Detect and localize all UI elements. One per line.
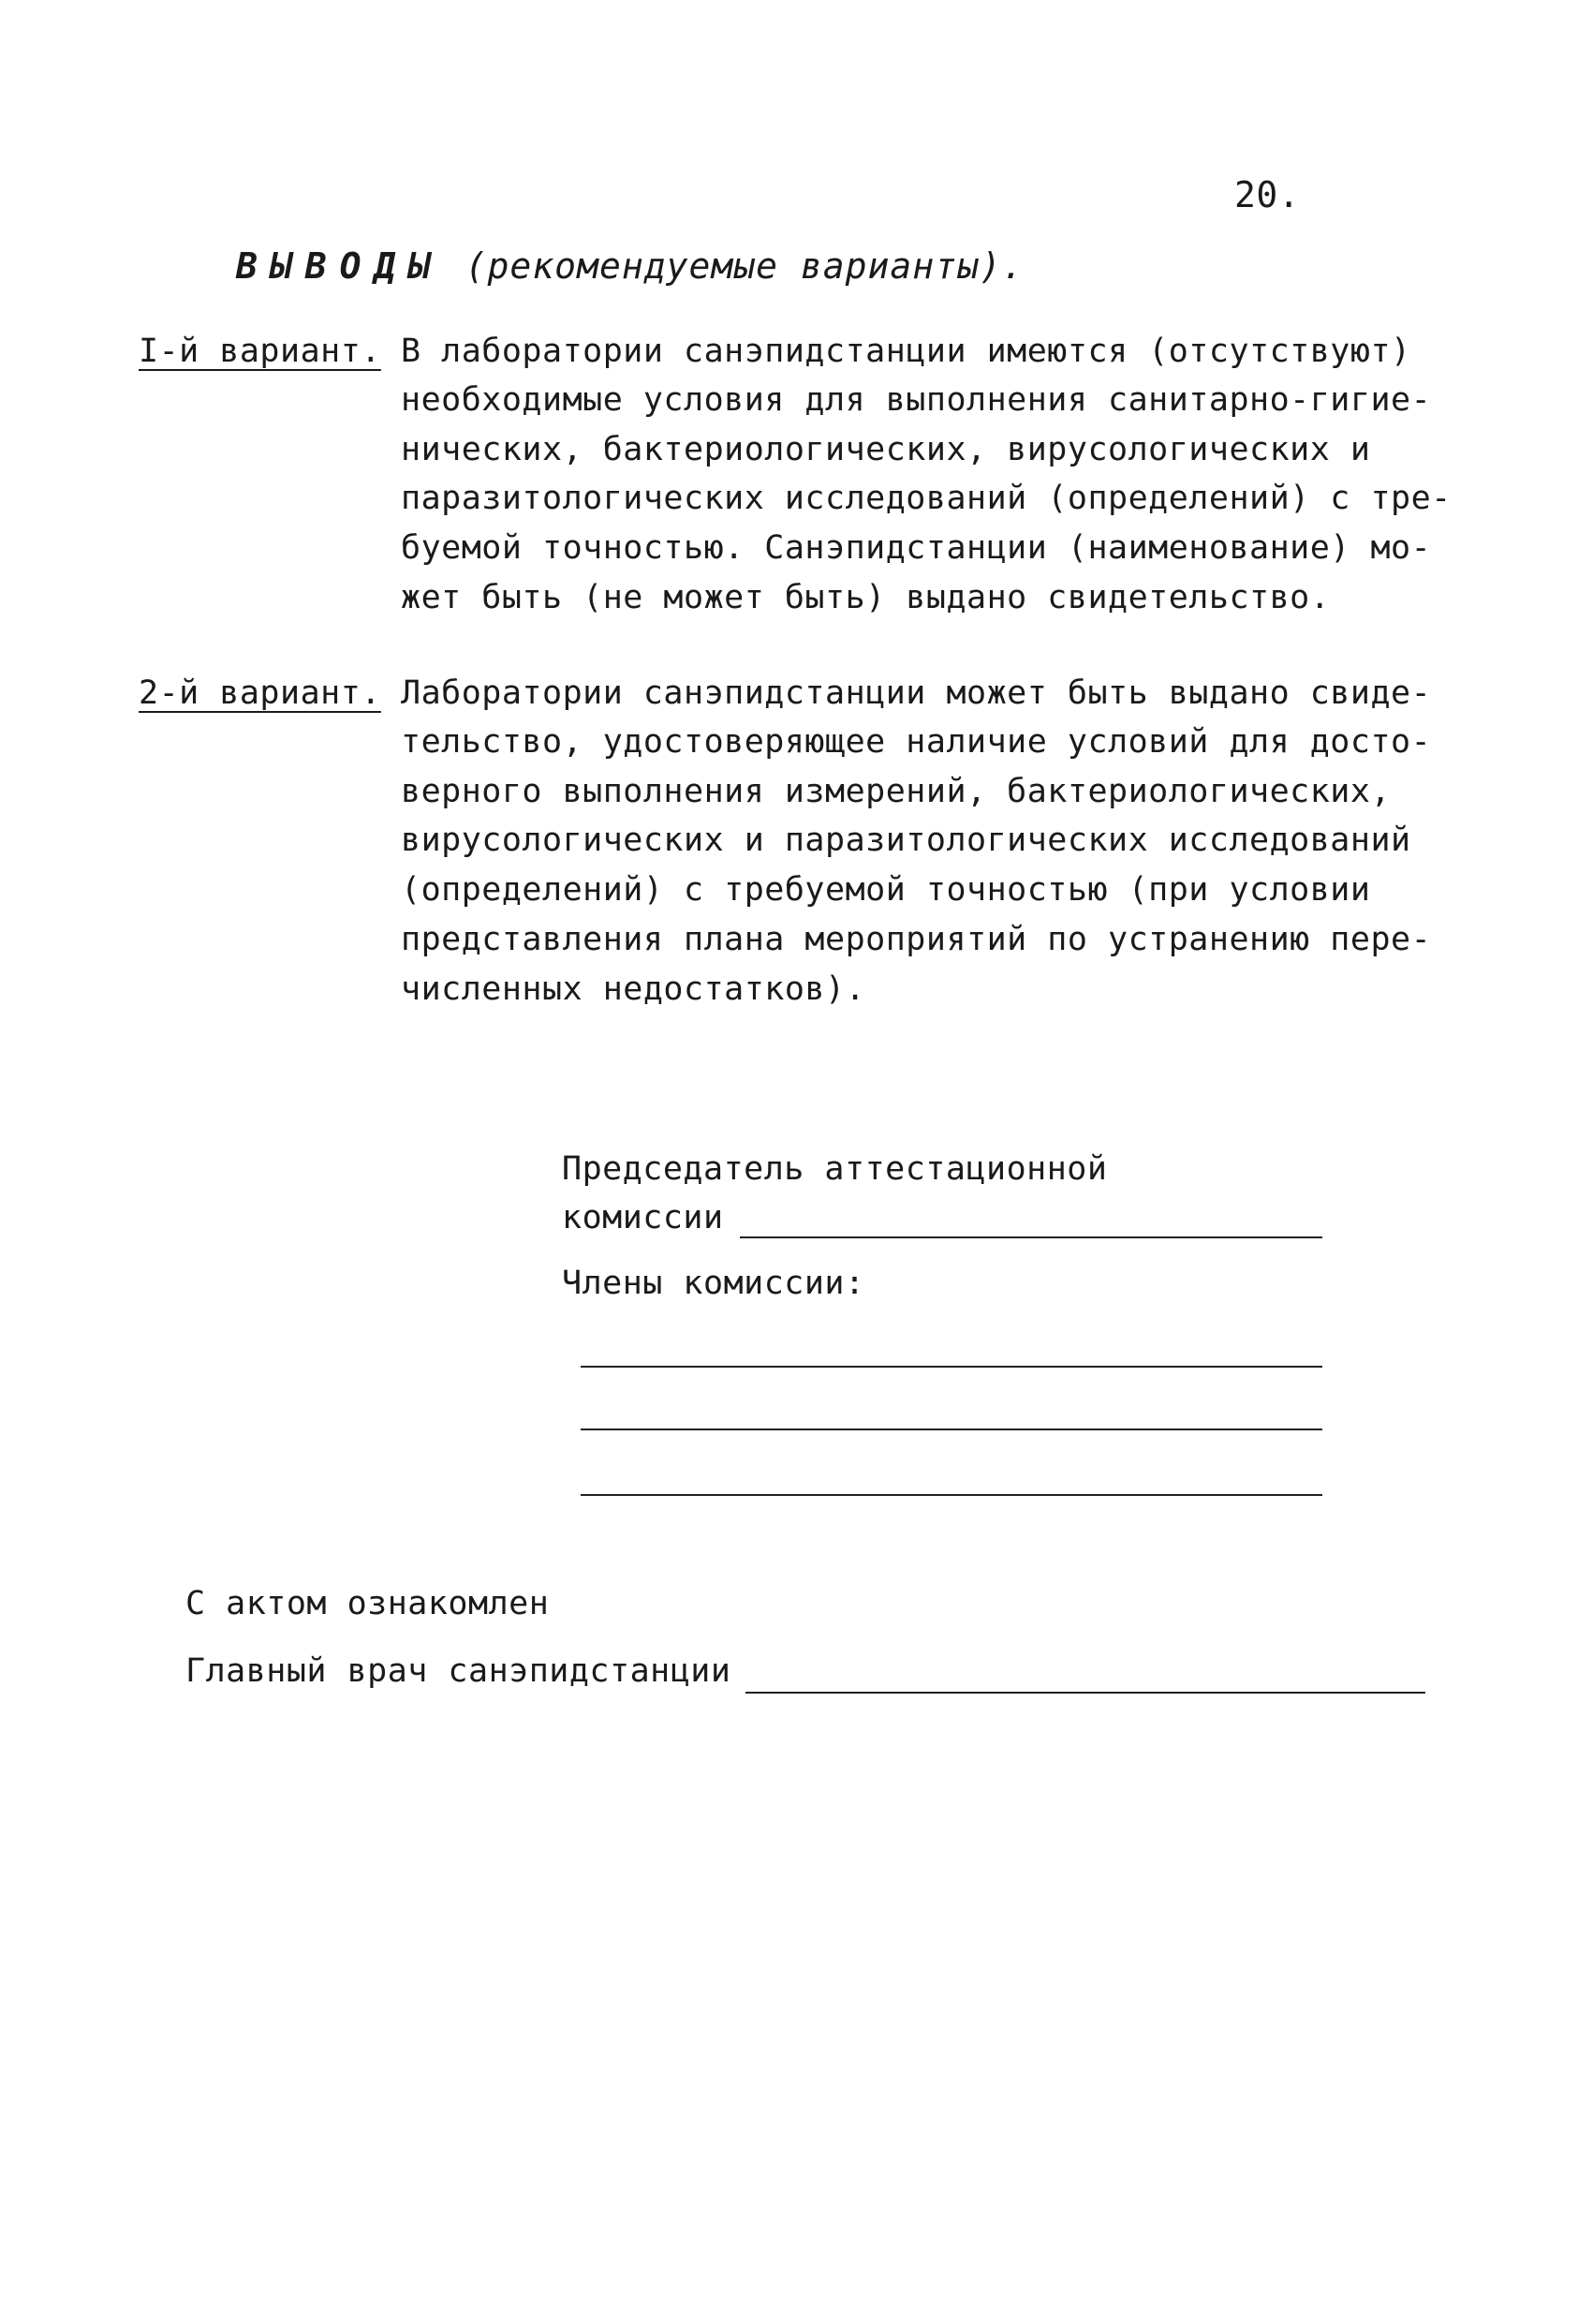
page-number: 20. <box>1234 174 1301 215</box>
chief-doctor-signature-line <box>745 1692 1425 1694</box>
chairman-title-line2: комиссии <box>562 1199 724 1236</box>
paragraph-line: тельство, удостоверяющее наличие условий для досто- <box>401 723 1432 761</box>
member-signature-line <box>581 1366 1322 1368</box>
member-signature-line <box>581 1428 1322 1430</box>
members-label: Члены комиссии: <box>562 1265 865 1302</box>
chief-doctor-label: Главный врач санэпидстанции <box>185 1652 731 1690</box>
chairman-signature-line <box>740 1236 1322 1238</box>
paragraph-line: вирусологических и паразитологических исследований <box>401 822 1411 859</box>
paragraph-line: Лаборатории санэпидстанции может быть выдано свиде- <box>401 674 1432 712</box>
paragraph-line: нических, бактериологических, вирусологических и <box>401 431 1371 468</box>
heading-title: ВЫВОДЫ <box>236 245 444 287</box>
variant-2-label: 2-й вариант. <box>139 674 381 712</box>
paragraph-line: верного выполнения измерений, бактериологических, <box>401 773 1392 810</box>
paragraph-line: численных недостатков). <box>401 970 866 1008</box>
heading-subtitle: (рекомендуемые варианты). <box>465 245 1025 287</box>
paragraph-line: необходимые условия для выполнения санитарно-гигие- <box>401 381 1432 419</box>
chairman-title-line1: Председатель аттестационной <box>562 1150 1108 1188</box>
paragraph-line: (определений) с требуемой точностью (при условии <box>401 871 1371 909</box>
paragraph-line: представления плана мероприятий по устранению пере- <box>401 921 1432 958</box>
paragraph-line: паразитологических исследований (определений) с тре- <box>401 480 1452 517</box>
paragraph-line: жет быть (не может быть) выдано свидетельство. <box>401 579 1331 616</box>
acquainted-text: С актом ознакомлен <box>185 1585 550 1622</box>
paragraph-line: В лаборатории санэпидстанции имеются (отсутствуют) <box>401 333 1411 370</box>
variant-1-label: I-й вариант. <box>139 333 381 370</box>
conclusions-heading <box>236 245 1025 287</box>
paragraph-line: буемой точностью. Санэпидстанции (наименование) мо- <box>401 529 1432 567</box>
member-signature-line <box>581 1494 1322 1496</box>
